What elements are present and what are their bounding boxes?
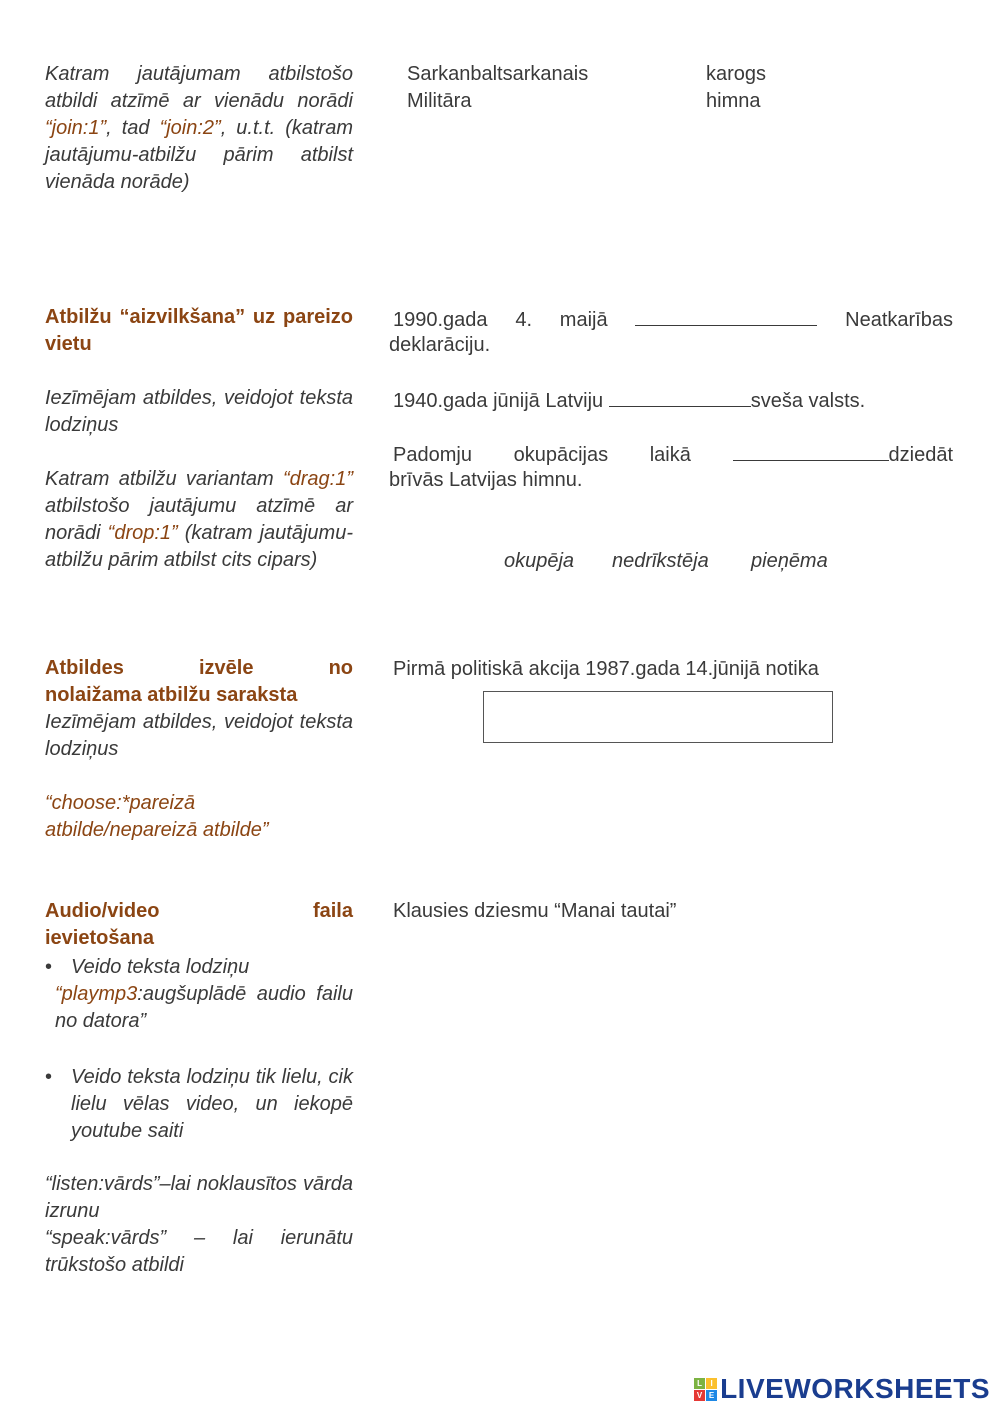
section1-instruction-1: Katram jautājumam atbilstošo atbildi atzīmē ar vienādu norādi — [45, 63, 353, 112]
join-right-item-2[interactable]: himna — [706, 90, 761, 112]
listen-note: “listen:vārds”–lai noklausītos vārda izrunu — [45, 1173, 353, 1222]
drop-target-1[interactable] — [635, 305, 817, 326]
playmp3-tag: “playmp3 — [55, 983, 138, 1005]
section2-instruction-1: Iezīmējam atbildes, veidojot teksta lodziņus — [45, 387, 353, 436]
bullet-icon: • — [45, 1066, 53, 1088]
drag-option-2[interactable]: nedrīkstēja — [612, 550, 709, 572]
join-right-item-1[interactable]: karogs — [706, 63, 767, 85]
sentence-3-line-1: Padomju okupācijas laikā dziedāt — [393, 440, 953, 469]
join-left-item-2[interactable]: Militāra — [407, 90, 472, 112]
section3-heading-line-2: nolaižama atbilžu saraksta — [45, 684, 298, 706]
drag-tag: “drag:1” — [282, 468, 353, 490]
section1-instruction-2: , tad — [106, 117, 150, 139]
join-tag-2: “join:2” — [159, 117, 221, 139]
drop-target-3[interactable] — [733, 440, 889, 461]
join-tag-1: “join:1” — [45, 117, 107, 139]
sentence-3-line-2: brīvās Latvijas himnu. — [389, 469, 583, 491]
liveworksheets-logo — [694, 1373, 990, 1405]
answer-dropdown[interactable] — [483, 691, 833, 743]
sentence-1-line-1: 1990.gada 4. maijā Neatkarības — [393, 305, 953, 334]
logo-icon: L I V E — [694, 1378, 717, 1401]
section3-instruction-1: Iezīmējam atbildes, veidojot teksta lodziņus — [45, 711, 353, 760]
bullet-1: • Veido teksta lodziņu “playmp3:augšuplādē audio failu no datora” — [45, 956, 353, 1032]
logo-text: LIVEWORKSHEETS — [720, 1373, 990, 1404]
section3-heading-line-1: Atbildes izvēle no — [45, 657, 354, 679]
section4-heading-line-2: ievietošana — [45, 927, 154, 949]
section3-question: Pirmā politiskā akcija 1987.gada 14.jūnijā notika — [393, 658, 819, 680]
sentence-1-line-2: deklarāciju. — [389, 334, 491, 356]
section1-instruction-3: , u.t.t. (katram jautājumu-atbilžu pārim atbilst vienāda norāde) — [45, 117, 353, 193]
drag-option-1[interactable]: okupēja — [504, 550, 575, 572]
section2-heading: Atbilžu “aizvilkšana” uz pareizo vietu — [45, 306, 353, 355]
bullet-2: • Veido teksta lodziņu tik lielu, cik lielu vēlas video, un iekopē youtube saiti — [45, 1064, 353, 1145]
section1-instructions — [45, 61, 353, 196]
drag-option-3[interactable]: pieņēma — [751, 550, 828, 572]
drop-tag: “drop:1” — [107, 522, 178, 544]
bullet-icon: • — [45, 956, 53, 978]
listen-prompt: Klausies dziesmu “Manai tautai” — [393, 900, 677, 922]
section2-instruction-2: Katram atbilžu variantam “drag:1” atbilstošo jautājumu atzīmē ar norādi “drop:1” (katram jautājumu-atbilžu pārim atbilst cits cipars) — [45, 468, 353, 571]
join-left-item-1[interactable]: Sarkanbaltsarkanais — [407, 63, 589, 85]
drop-target-2[interactable] — [609, 386, 751, 407]
speak-note: “speak:vārds” – lai ierunātu trūkstošo atbildi — [45, 1227, 353, 1276]
sentence-2: 1940.gada jūnijā Latviju sveša valsts. — [393, 386, 865, 415]
section4-heading-line-1: Audio/video faila — [45, 900, 353, 922]
choose-tag: “choose:*pareizā atbilde/nepareizā atbilde” — [45, 792, 269, 841]
